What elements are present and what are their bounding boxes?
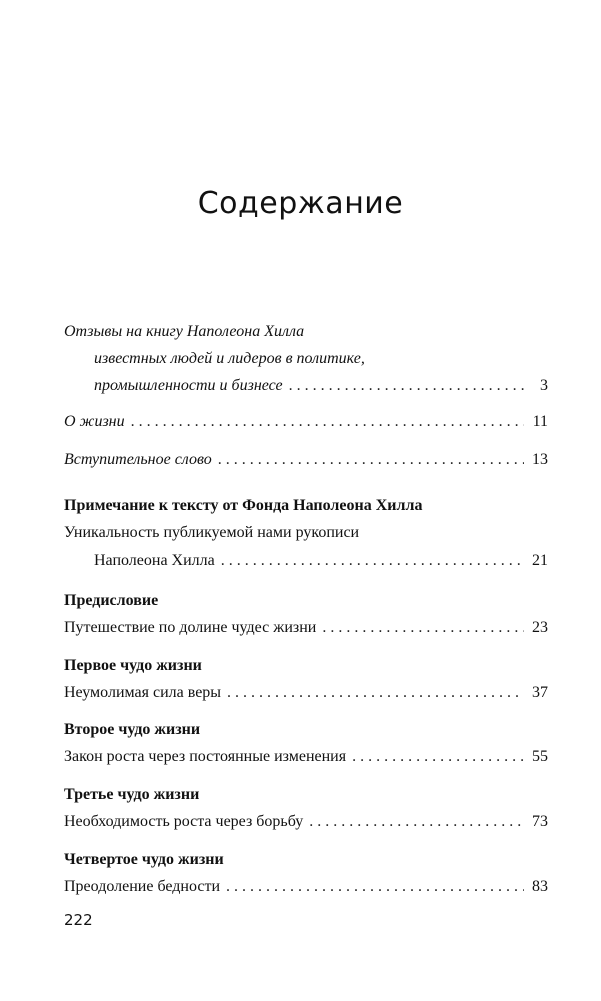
toc-entry-label: Отзывы на книгу Наполеона Хилла bbox=[64, 323, 305, 340]
toc-entry-third bbox=[64, 812, 548, 832]
toc-section-heading-second: Второе чудо жизни bbox=[64, 721, 201, 738]
page-title: Содержание bbox=[197, 186, 404, 221]
toc-section-heading-preface: Предисловие bbox=[64, 592, 159, 609]
toc-entry-note-line2 bbox=[94, 551, 548, 571]
dot-leader bbox=[289, 376, 524, 396]
toc-entry-label: Вступительное слово bbox=[64, 451, 212, 468]
toc-entry-reviews-line1 bbox=[64, 322, 548, 342]
dot-leader bbox=[221, 551, 524, 571]
toc-page-number: 23 bbox=[532, 619, 548, 636]
dot-leader bbox=[226, 877, 524, 897]
toc-entry-label: Преодоление бедности bbox=[64, 878, 221, 895]
toc-entry-reviews-line2 bbox=[94, 349, 548, 369]
dot-leader bbox=[322, 618, 524, 638]
toc-page-number: 21 bbox=[532, 552, 548, 569]
toc-entry-first bbox=[64, 683, 548, 703]
toc-entry-label: Закон роста через постоянные изменения bbox=[64, 748, 347, 765]
toc-entry-note-line1 bbox=[64, 523, 548, 543]
toc-entry-about-life bbox=[64, 412, 548, 432]
dot-leader bbox=[309, 812, 524, 832]
toc-section-heading-fourth: Четвертое чудо жизни bbox=[64, 851, 224, 868]
toc-entry-label: Уникальность публикуемой нами рукописи bbox=[64, 524, 360, 541]
toc-entry-reviews-line3 bbox=[94, 376, 548, 396]
toc-page-number: 73 bbox=[532, 813, 548, 830]
toc-section-heading-third: Третье чудо жизни bbox=[64, 786, 200, 803]
toc-entry-intro bbox=[64, 450, 548, 470]
dot-leader bbox=[218, 450, 524, 470]
toc-entry-label: О жизни bbox=[64, 413, 125, 430]
toc-page-number: 11 bbox=[532, 413, 548, 430]
toc-page-number: 37 bbox=[532, 684, 548, 701]
toc-page-number: 13 bbox=[532, 451, 548, 468]
dot-leader bbox=[352, 747, 524, 767]
dot-leader bbox=[131, 412, 524, 432]
page-number-footer: 222 bbox=[64, 911, 93, 929]
toc-entry-label: Необходимость роста через борьбу bbox=[64, 813, 304, 830]
toc-entry-label: Путешествие по долине чудес жизни bbox=[64, 619, 317, 636]
toc-entry-label: промышленности и бизнесе bbox=[94, 377, 283, 394]
toc-entry-label: Наполеона Хилла bbox=[94, 552, 215, 569]
toc-section-heading-note: Примечание к тексту от Фонда Наполеона Хилла bbox=[64, 497, 423, 514]
toc-entry-label: известных людей и лидеров в политике, bbox=[94, 350, 365, 367]
toc-page-number: 55 bbox=[532, 748, 548, 765]
toc-entry-second bbox=[64, 747, 548, 767]
toc-page-number: 83 bbox=[532, 878, 548, 895]
toc-entry-preface bbox=[64, 618, 548, 638]
dot-leader bbox=[227, 683, 524, 703]
toc-entry-label: Неумолимая сила веры bbox=[64, 684, 222, 701]
toc-entry-fourth bbox=[64, 877, 548, 897]
toc-section-heading-first: Первое чудо жизни bbox=[64, 657, 202, 674]
toc-page-number: 3 bbox=[540, 377, 548, 394]
